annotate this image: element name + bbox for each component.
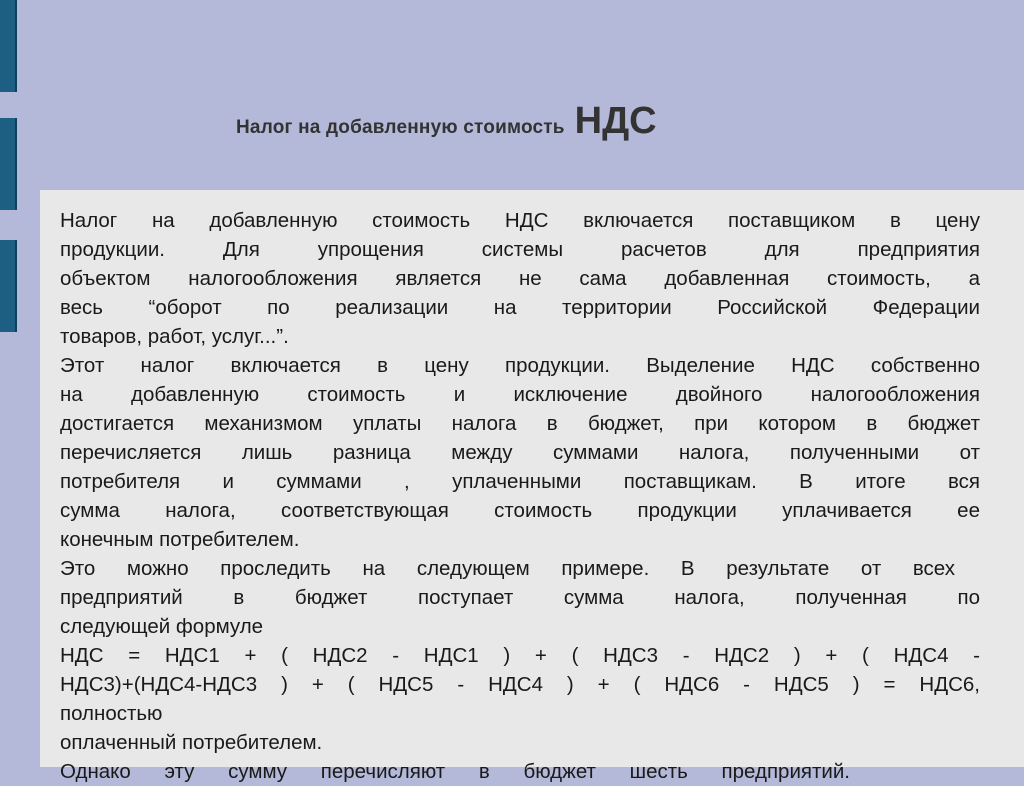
slide-title-abbreviation: НДС xyxy=(574,100,657,142)
side-accent-bar-bottom xyxy=(0,240,17,332)
body-line: конечным потребителем. xyxy=(60,528,300,551)
body-line: перечисляется лишь разница между суммами налога, полученными от xyxy=(60,441,980,464)
body-line: достигается механизмом уплаты налога в бюджет, при котором в бюджет xyxy=(60,412,980,435)
body-line: следующей формуле xyxy=(60,615,264,638)
body-line: полностью xyxy=(60,702,163,725)
body-line: потребителя и суммами , уплаченными поставщикам. В итоге вся xyxy=(60,470,980,493)
body-line: сумма налога, соответствующая стоимость продукции уплачивается ее xyxy=(60,499,980,522)
body-line: Это можно проследить на следующем примере. В результате от всех xyxy=(60,557,955,580)
body-line: Этот налог включается в цену продукции. Выделение НДС собственно xyxy=(60,354,980,377)
body-line: объектом налогообложения является не сама добавленная стоимость, а xyxy=(60,267,980,290)
slide-content-box xyxy=(40,190,1024,783)
side-accent-bar-top xyxy=(0,0,17,92)
body-line: товаров, работ, услуг...”. xyxy=(60,325,289,348)
body-line: предприятий в бюджет поступает сумма налога, полученная по xyxy=(60,586,980,609)
body-line: Однако эту сумму перечисляют в бюджет шесть предприятий. xyxy=(60,760,850,783)
body-line: на добавленную стоимость и исключение двойного налогообложения xyxy=(60,383,980,406)
body-line: оплаченный потребителем. xyxy=(60,731,323,754)
slide-body-text xyxy=(60,206,980,786)
side-accent-bar-middle xyxy=(0,118,17,210)
slide-title-text: Налог на добавленную стоимость xyxy=(236,117,565,138)
body-line: НДС3)+(НДС4-НДС3 ) + ( НДС5 - НДС4 ) + ( НДС6 - НДС5 ) = НДС6, xyxy=(60,673,980,696)
body-line: Налог на добавленную стоимость НДС включается поставщиком в цену xyxy=(60,209,980,232)
body-line: продукции. Для упрощения системы расчетов для предприятия xyxy=(60,238,980,261)
slide-title xyxy=(236,100,936,160)
body-line: НДС = НДС1 + ( НДС2 - НДС1 ) + ( НДС3 - НДС2 ) + ( НДС4 - xyxy=(60,644,980,667)
body-line: весь “оборот по реализации на территории Российской Федерации xyxy=(60,296,980,319)
